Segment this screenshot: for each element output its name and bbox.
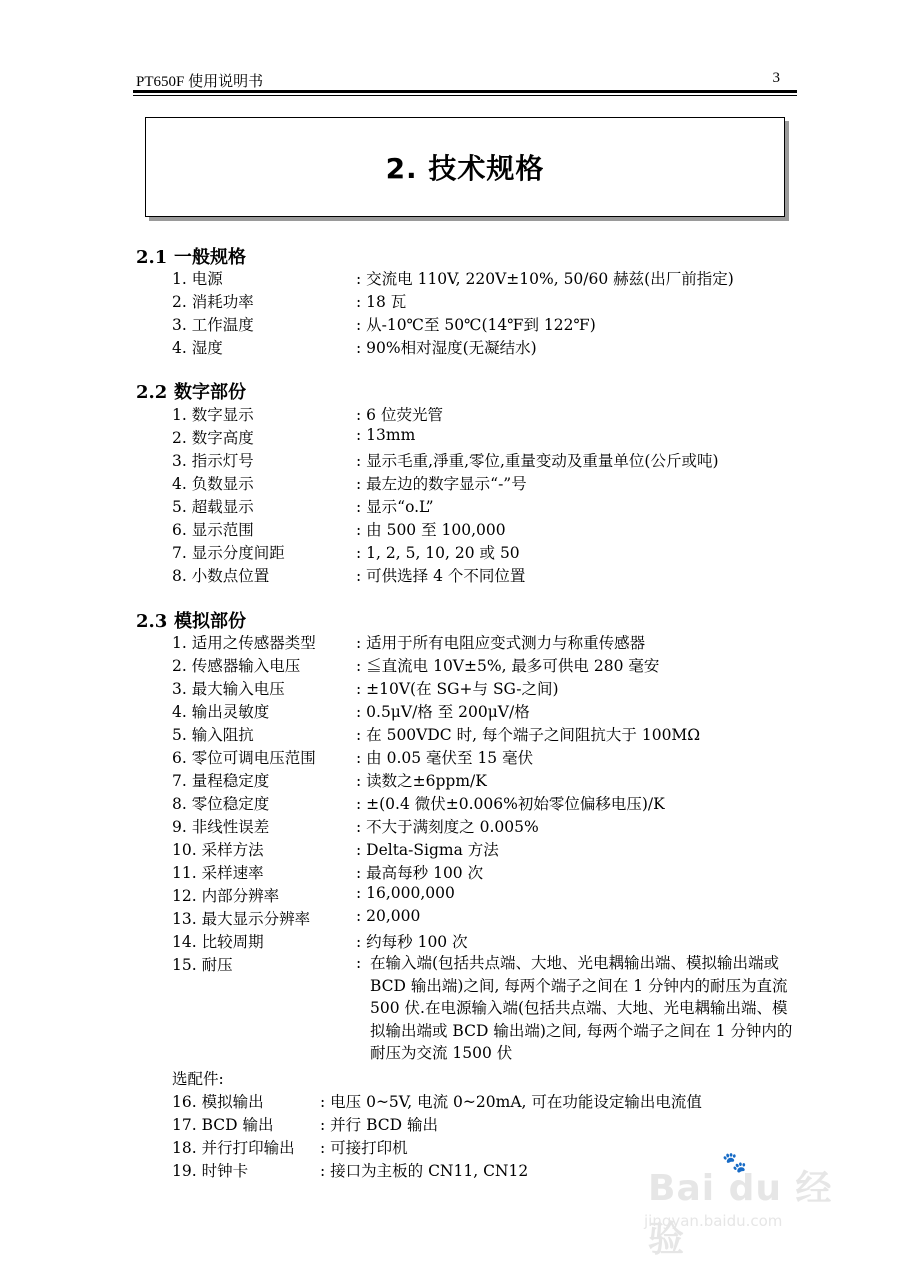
- watermark-url: jingyan.baidu.com: [644, 1212, 783, 1230]
- section-heading-2-2: 2.2 数字部份: [136, 382, 246, 403]
- chapter-title-box: [145, 117, 785, 217]
- document-title: PT650F 使用说明书: [136, 74, 264, 90]
- options-heading: 选配件:: [172, 1070, 224, 1088]
- page-header: [136, 70, 780, 92]
- section-heading-2-3: 2.3 模拟部份: [136, 611, 246, 632]
- section-heading-2-1: 2.1 一般规格: [136, 247, 246, 268]
- header-rule-thick: [133, 90, 797, 93]
- spec-item-15-text: : 在输入端(包括共点端、大地、光电耦输出端、模拟输出端或 BCD 输出端)之间, 每两个端子之间在 1 分钟内的耐压为直流 500 伏.在电源输入端(包括共点端、大地、光电耦输出端、模拟输出端或 BCD 输出端)之间, 每两个端子之间在 1 分钟内的耐压为交流 1500 伏: [356, 954, 793, 1062]
- watermark-logo: Bai du 经验: [648, 1168, 833, 1260]
- chapter-title: 2. 技术规格: [385, 152, 545, 185]
- baidu-watermark: [630, 1150, 855, 1260]
- page-number: 3: [772, 70, 780, 86]
- paw-icon: 🐾: [722, 1150, 747, 1174]
- header-rule-thin: [133, 95, 797, 96]
